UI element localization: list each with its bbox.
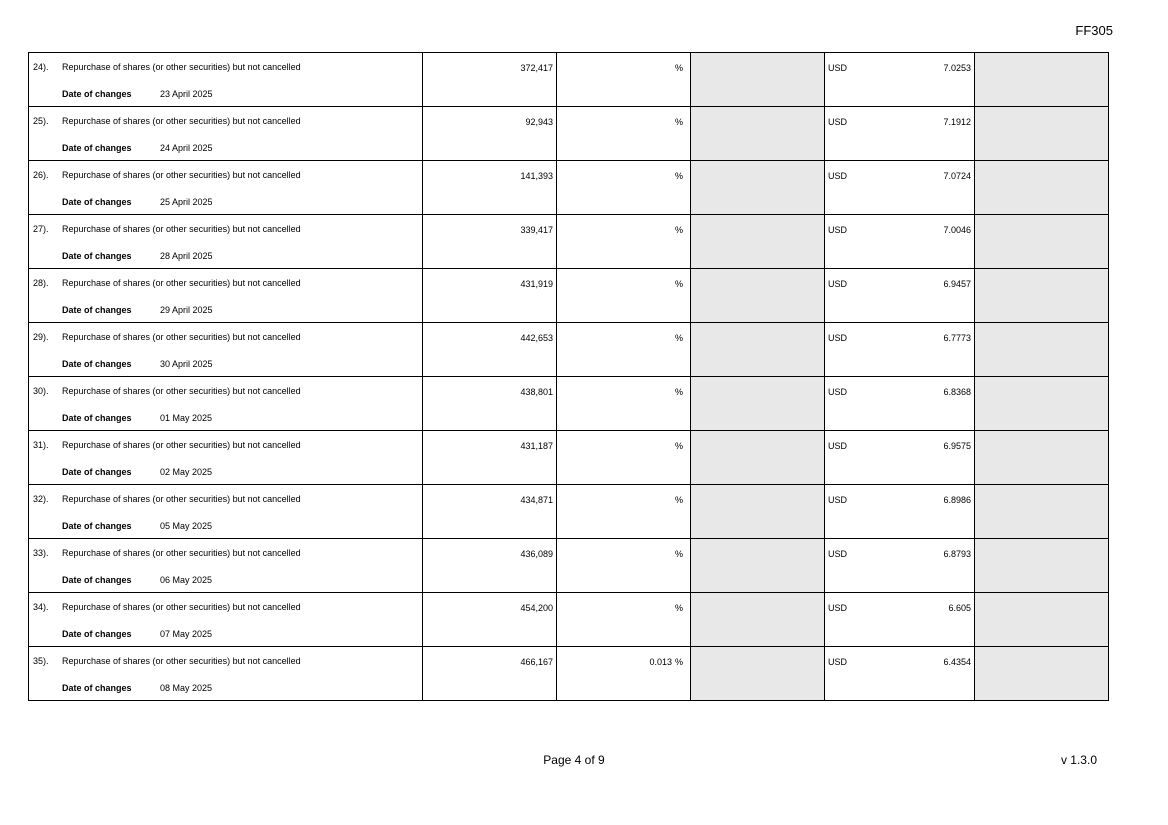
currency-label: USD: [828, 63, 848, 73]
shares-cell: [423, 647, 557, 701]
currency-label: USD: [828, 171, 848, 181]
date-label: Date of changes: [62, 629, 132, 639]
shaded-cell: [691, 215, 825, 269]
price-cell: [825, 539, 975, 593]
shares-value: 431,187: [520, 441, 553, 451]
description-cell: [29, 53, 423, 107]
percent-sign: %: [674, 279, 683, 289]
table-row: [29, 431, 1109, 485]
currency-label: USD: [828, 333, 848, 343]
description-cell: [29, 593, 423, 647]
percent-sign: %: [674, 333, 683, 343]
shaded-cell: [975, 485, 1109, 539]
price-cell: [825, 485, 975, 539]
shares-value: 372,417: [520, 63, 553, 73]
price-value: 6.605: [948, 603, 971, 613]
percent-sign: %: [674, 495, 683, 505]
shares-cell: [423, 269, 557, 323]
description-cell: [29, 485, 423, 539]
table-row: [29, 647, 1109, 701]
row-description: Repurchase of shares (or other securities) but not cancelled: [62, 332, 301, 342]
price-value: 7.1912: [943, 117, 971, 127]
date-value: 07 May 2025: [160, 629, 213, 639]
table-row: [29, 539, 1109, 593]
percent-sign: %: [674, 225, 683, 235]
row-number: 29).: [33, 332, 49, 342]
percent-cell: [557, 431, 691, 485]
row-description: Repurchase of shares (or other securities) but not cancelled: [62, 278, 301, 288]
row-number: 24).: [33, 62, 49, 72]
row-description: Repurchase of shares (or other securities) but not cancelled: [62, 602, 301, 612]
shares-value: 92,943: [525, 117, 553, 127]
shares-value: 436,089: [520, 549, 553, 559]
price-value: 7.0253: [943, 63, 971, 73]
row-number: 27).: [33, 224, 49, 234]
shares-value: 454,200: [520, 603, 553, 613]
price-cell: [825, 593, 975, 647]
price-cell: [825, 431, 975, 485]
table-row: [29, 269, 1109, 323]
table-row: [29, 593, 1109, 647]
shares-cell: [423, 593, 557, 647]
shares-cell: [423, 323, 557, 377]
shares-cell: [423, 485, 557, 539]
shares-value: 141,393: [520, 171, 553, 181]
currency-label: USD: [828, 441, 848, 451]
percent-sign: %: [674, 603, 683, 613]
date-value: 25 April 2025: [160, 197, 213, 207]
shaded-cell: [975, 539, 1109, 593]
shaded-cell: [975, 161, 1109, 215]
row-description: Repurchase of shares (or other securities) but not cancelled: [62, 494, 301, 504]
shaded-cell: [975, 107, 1109, 161]
shaded-cell: [691, 377, 825, 431]
percent-value: 0.013: [649, 657, 672, 667]
percent-cell: [557, 377, 691, 431]
description-cell: [29, 215, 423, 269]
currency-label: USD: [828, 549, 848, 559]
table-row: [29, 377, 1109, 431]
description-cell: [29, 431, 423, 485]
date-value: 08 May 2025: [160, 683, 213, 693]
price-cell: [825, 215, 975, 269]
row-description: Repurchase of shares (or other securities) but not cancelled: [62, 62, 301, 72]
percent-sign: %: [674, 171, 683, 181]
price-value: 6.8986: [943, 495, 971, 505]
percent-sign: %: [674, 117, 683, 127]
shaded-cell: [691, 593, 825, 647]
shares-cell: [423, 431, 557, 485]
price-value: 6.8793: [943, 549, 971, 559]
description-cell: [29, 377, 423, 431]
description-cell: [29, 161, 423, 215]
shares-value: 442,653: [520, 333, 553, 343]
table-row: [29, 107, 1109, 161]
shares-cell: [423, 377, 557, 431]
price-value: 6.4354: [943, 657, 971, 667]
row-number: 33).: [33, 548, 49, 558]
date-label: Date of changes: [62, 197, 132, 207]
shares-cell: [423, 539, 557, 593]
shares-cell: [423, 215, 557, 269]
date-label: Date of changes: [62, 521, 132, 531]
date-value: 24 April 2025: [160, 143, 213, 153]
currency-label: USD: [828, 387, 848, 397]
percent-sign: %: [674, 441, 683, 451]
percent-cell: [557, 53, 691, 107]
percent-cell: [557, 485, 691, 539]
shares-value: 431,919: [520, 279, 553, 289]
percent-cell: [557, 593, 691, 647]
row-number: 32).: [33, 494, 49, 504]
price-cell: [825, 107, 975, 161]
date-value: 30 April 2025: [160, 359, 213, 369]
row-number: 34).: [33, 602, 49, 612]
price-cell: [825, 647, 975, 701]
shares-value: 434,871: [520, 495, 553, 505]
price-cell: [825, 161, 975, 215]
date-value: 23 April 2025: [160, 89, 213, 99]
shares-value: 339,417: [520, 225, 553, 235]
date-value: 29 April 2025: [160, 305, 213, 315]
shares-cell: [423, 53, 557, 107]
price-value: 6.8368: [943, 387, 971, 397]
price-cell: [825, 377, 975, 431]
table-row: [29, 161, 1109, 215]
shaded-cell: [975, 269, 1109, 323]
percent-sign: %: [674, 549, 683, 559]
row-description: Repurchase of shares (or other securities) but not cancelled: [62, 224, 301, 234]
date-value: 28 April 2025: [160, 251, 213, 261]
percent-sign: %: [674, 63, 683, 73]
shaded-cell: [691, 647, 825, 701]
shaded-cell: [975, 377, 1109, 431]
shaded-cell: [691, 107, 825, 161]
shaded-cell: [691, 323, 825, 377]
date-label: Date of changes: [62, 359, 132, 369]
date-label: Date of changes: [62, 143, 132, 153]
currency-label: USD: [828, 117, 848, 127]
price-value: 6.9457: [943, 279, 971, 289]
shaded-cell: [975, 323, 1109, 377]
shaded-cell: [975, 647, 1109, 701]
row-number: 31).: [33, 440, 49, 450]
description-cell: [29, 323, 423, 377]
currency-label: USD: [828, 279, 848, 289]
repurchase-table: [28, 52, 1109, 701]
shares-value: 466,167: [520, 657, 553, 667]
row-description: Repurchase of shares (or other securities) but not cancelled: [62, 386, 301, 396]
description-cell: [29, 647, 423, 701]
currency-label: USD: [828, 495, 848, 505]
shares-cell: [423, 107, 557, 161]
date-value: 05 May 2025: [160, 521, 213, 531]
row-description: Repurchase of shares (or other securities) but not cancelled: [62, 656, 301, 666]
row-number: 28).: [33, 278, 49, 288]
description-cell: [29, 269, 423, 323]
shaded-cell: [691, 485, 825, 539]
description-cell: [29, 107, 423, 161]
percent-cell: [557, 539, 691, 593]
date-label: Date of changes: [62, 413, 132, 423]
row-number: 25).: [33, 116, 49, 126]
row-description: Repurchase of shares (or other securities) but not cancelled: [62, 440, 301, 450]
price-cell: [825, 53, 975, 107]
percent-cell: [557, 161, 691, 215]
percent-cell: [557, 647, 691, 701]
percent-cell: [557, 323, 691, 377]
shaded-cell: [691, 431, 825, 485]
price-value: 6.9575: [943, 441, 971, 451]
description-cell: [29, 539, 423, 593]
shaded-cell: [691, 161, 825, 215]
percent-sign: %: [674, 387, 683, 397]
shaded-cell: [975, 431, 1109, 485]
shares-value: 438,801: [520, 387, 553, 397]
date-label: Date of changes: [62, 305, 132, 315]
percent-cell: [557, 269, 691, 323]
date-value: 06 May 2025: [160, 575, 213, 585]
form-code: FF305: [1075, 23, 1113, 38]
price-cell: [825, 323, 975, 377]
row-description: Repurchase of shares (or other securities) but not cancelled: [62, 116, 301, 126]
price-value: 6.7773: [943, 333, 971, 343]
row-description: Repurchase of shares (or other securities) but not cancelled: [62, 170, 301, 180]
currency-label: USD: [828, 225, 848, 235]
percent-cell: [557, 107, 691, 161]
date-label: Date of changes: [62, 89, 132, 99]
shares-cell: [423, 161, 557, 215]
date-value: 02 May 2025: [160, 467, 213, 477]
price-value: 7.0046: [943, 225, 971, 235]
table-row: [29, 53, 1109, 107]
version-label: v 1.3.0: [1060, 753, 1097, 767]
percent-cell: [557, 215, 691, 269]
shaded-cell: [975, 53, 1109, 107]
shaded-cell: [691, 53, 825, 107]
percent-sign: %: [674, 657, 683, 667]
price-value: 7.0724: [943, 171, 971, 181]
table-row: [29, 323, 1109, 377]
table-row: [29, 215, 1109, 269]
shaded-cell: [975, 215, 1109, 269]
page-number: Page 4 of 9: [543, 753, 605, 767]
price-cell: [825, 269, 975, 323]
row-number: 26).: [33, 170, 49, 180]
date-value: 01 May 2025: [160, 413, 213, 423]
shaded-cell: [691, 269, 825, 323]
shaded-cell: [691, 539, 825, 593]
date-label: Date of changes: [62, 683, 132, 693]
currency-label: USD: [828, 603, 848, 613]
row-number: 30).: [33, 386, 49, 396]
date-label: Date of changes: [62, 575, 132, 585]
shaded-cell: [975, 593, 1109, 647]
date-label: Date of changes: [62, 251, 132, 261]
table-row: [29, 485, 1109, 539]
date-label: Date of changes: [62, 467, 132, 477]
row-number: 35).: [33, 656, 49, 666]
row-description: Repurchase of shares (or other securities) but not cancelled: [62, 548, 301, 558]
currency-label: USD: [828, 657, 848, 667]
